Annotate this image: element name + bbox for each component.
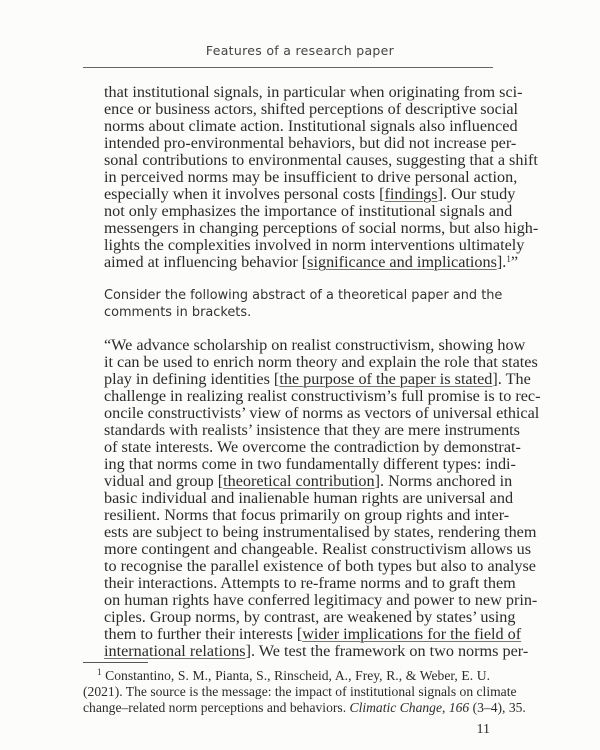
text-run: on human rights have conferred legitimacy and power to new prin- (104, 591, 538, 609)
footnote-marker: 1 (506, 254, 511, 264)
text-line (104, 472, 513, 490)
text-line (104, 304, 490, 321)
text-run: messengers in changing perceptions of social norms, but also high- (104, 219, 539, 237)
text-run: ests are subject to being instrumentalised by states, rendering them (104, 523, 537, 541)
text-line (104, 336, 526, 354)
text-run: norms about climate action. Institutional signals also influenced (104, 117, 518, 135)
text-run: ]. Norms anchored in (374, 472, 513, 490)
bracketed-comment: international relations (104, 642, 246, 660)
text-run: change–related norm perceptions and behaviors. (83, 700, 350, 715)
text-run: intended pro-environmental behaviors, but did not increase per- (104, 134, 517, 152)
footnote-marker: 1 (97, 667, 102, 677)
text-line (83, 684, 517, 700)
text-run: ” (510, 253, 518, 271)
text-run: vidual and group [ (104, 472, 224, 490)
text-run: oncile constructivists’ view of norms as vectors of universal ethical (104, 404, 540, 422)
text-line (104, 591, 538, 609)
footnote-rule (83, 662, 148, 663)
text-run: (3–4), 35. (469, 700, 526, 715)
text-line (104, 540, 532, 558)
text-line (104, 625, 522, 643)
text-line (104, 370, 531, 388)
text-run: ]. (496, 253, 507, 271)
page-number: 11 (476, 722, 490, 737)
footnote (83, 667, 526, 716)
text-run: ciples. Group norms, by contrast, are weakened by states’ using (104, 608, 516, 626)
text-run: their interactions. Attempts to re-frame norms and to graft them (104, 574, 516, 592)
text-line (104, 117, 518, 135)
bracketed-comment: theoretical contribution (223, 472, 375, 490)
text-line (104, 253, 518, 271)
text-run: in perceived norms may be insufficient to drive personal action, (104, 168, 518, 186)
text-line (104, 642, 529, 660)
text-line (104, 236, 525, 254)
text-run: , (442, 700, 449, 715)
text-run: it can be used to enrich norm theory and explain the role that states (104, 353, 538, 371)
text-line (83, 700, 526, 716)
text-run: “We advance scholarship on realist constructivism, showing how (104, 336, 526, 354)
italic-text: Climatic Change (349, 700, 443, 715)
text-run: comments in brackets. (104, 305, 252, 320)
text-line (104, 404, 540, 422)
text-line (104, 455, 516, 473)
text-run: ]. We test the framework on two norms per- (245, 642, 529, 660)
text-line (83, 668, 490, 684)
bracketed-comment: significance and implications (307, 253, 497, 271)
text-run: play in defining identities [ (104, 370, 280, 388)
text-line (104, 608, 516, 626)
text-line (104, 202, 513, 220)
text-run: basic individual and inalienable human rights are universal and (104, 489, 514, 507)
italic-text: 166 (448, 700, 470, 715)
text-run: that institutional signals, in particular when originating from sci- (104, 83, 523, 101)
text-run: of state interests. We overcome the contradiction by demonstrat- (104, 438, 521, 456)
text-line (104, 83, 523, 101)
text-line (104, 100, 518, 118)
text-run: ]. The (492, 370, 531, 388)
text-run: ]. Our study (437, 185, 516, 203)
text-run: ing that norms come in two fundamentally different types: indi- (104, 455, 516, 473)
text-run: challenge in realizing realist constructivism’s full promise is to rec- (104, 387, 541, 405)
bracketed-comment: findings (384, 185, 438, 203)
running-header: Features of a research paper (205, 43, 395, 58)
text-line (104, 574, 516, 592)
text-line (104, 489, 514, 507)
text-run: more contingent and changeable. Realist constructivism allows us (104, 540, 532, 558)
text-run: resilient. Norms that focus primarily on group rights and inter- (104, 506, 510, 524)
text-line (104, 287, 503, 304)
text-run: sonal contributions to environmental causes, suggesting that a shift (104, 151, 538, 169)
text-run: lights the complexities involved in norm interventions ultimately (104, 236, 525, 254)
text-line (104, 421, 520, 439)
bracketed-comment: wider implications for the field of (302, 625, 522, 643)
paragraph-abstract-end (104, 83, 539, 271)
text-line (104, 185, 516, 203)
text-run: ence or business actors, shifted perceptions of descriptive social (104, 100, 518, 118)
text-line (104, 438, 521, 456)
text-run: aimed at influencing behavior [ (104, 253, 308, 271)
text-run: Consider the following abstract of a theoretical paper and the (104, 288, 503, 303)
text-run: to recognise the parallel existence of both types but also to analyse (104, 557, 536, 575)
paragraph-theoretical-abstract (104, 336, 541, 660)
text-line (104, 151, 538, 169)
text-line (104, 353, 538, 371)
text-line (104, 219, 539, 237)
text-line (104, 168, 518, 186)
text-run: them to further their interests [ (104, 625, 303, 643)
text-run: Constantino, S. M., Pianta, S., Rinscheid, A., Frey, R., & Weber, E. U. (101, 668, 490, 683)
bracketed-comment: the purpose of the paper is stated (279, 370, 493, 388)
text-line (104, 557, 536, 575)
text-run: not only emphasizes the importance of institutional signals and (104, 202, 513, 220)
text-line (104, 387, 541, 405)
paragraph-instruction (104, 287, 503, 321)
text-run: standards with realists’ insistence that they are mere instruments (104, 421, 520, 439)
text-line (104, 523, 537, 541)
header-rule (83, 67, 493, 68)
text-line (104, 506, 510, 524)
text-run: especially when it involves personal costs [ (104, 185, 385, 203)
text-line (104, 134, 517, 152)
text-run: (2021). The source is the message: the impact of institutional signals on climate (83, 684, 517, 699)
